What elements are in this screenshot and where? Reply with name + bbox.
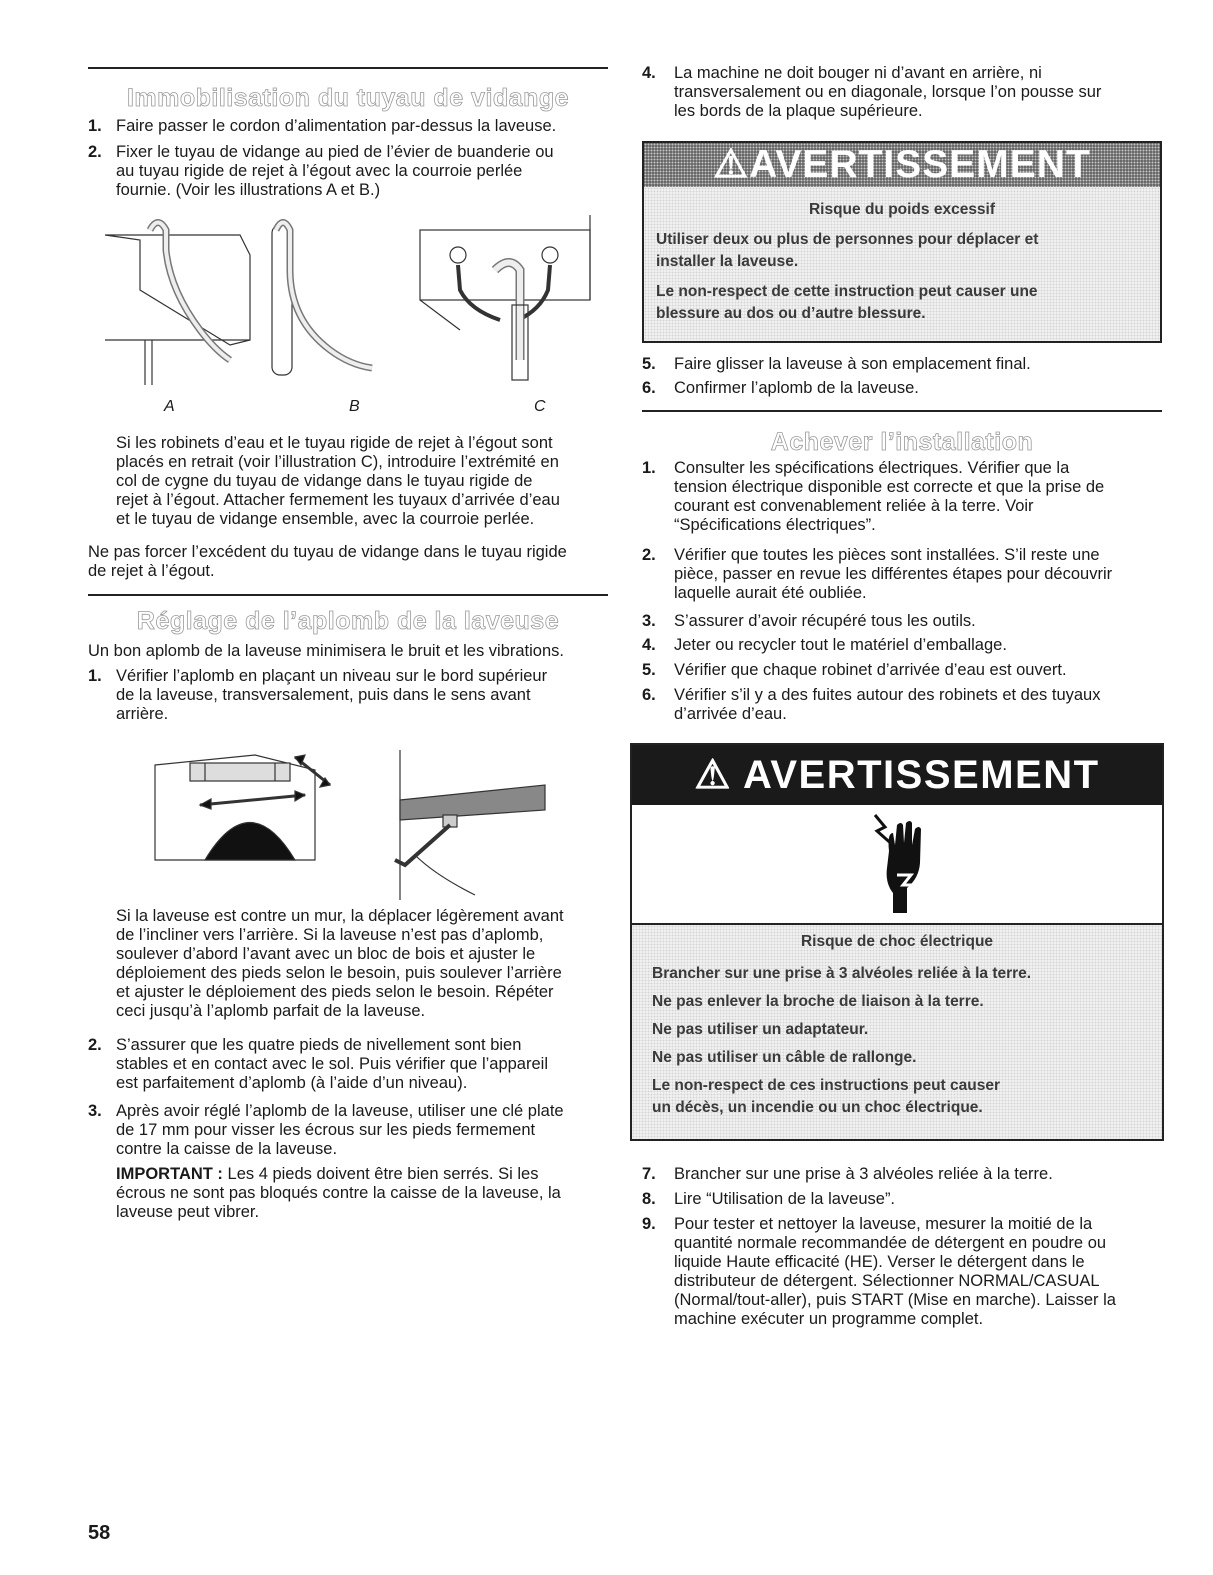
warning-title: Risque du poids excessif [808,201,996,218]
page-number: 58 [88,1522,111,1544]
list-item: 5. Vérifier que chaque robinet d’arrivée d’eau est ouvert. [642,661,1067,679]
warning-title: Risque de choc électrique [800,933,994,950]
warning-body: Risque du poids excessif Utiliser deux ou plus de personnes pour déplacer et installer la laveuse. Le non-respect de cette instruction peut causer une blessure au dos ou d’autre blessure. [644,187,1160,341]
list-item: 6. Confirmer l’aplomb de la laveuse. [642,379,919,397]
section-title-drain-hose: Immobilisation du tuyau de vidange [126,84,570,112]
warning-heading: ⚠ AVERTISSEMENT [632,745,1162,805]
paragraph: Si la laveuse est contre un mur, la déplacer légèrement avant de l’incliner vers l’arrière. Si la laveuse n’est pas d’aplomb, soulever d’abord l’avant avec un bloc de bois et ajuster le déploiement des pieds selon le besoin, puis soulever l’arrière et ajuster le déploiement des pieds selon le besoin. Répéter ceci jusqu’à l’aplomb parfait de la laveuse. [116,907,564,1020]
electric-shock-hand-icon [867,813,937,918]
warning-heading: ⚠AVERTISSEMENT [644,143,1160,187]
paragraph: Ne pas forcer l’excédent du tuyau de vidange dans le tuyau rigide de rejet à l’égout. [88,543,567,580]
section-title-leveling: Réglage de l’aplomb de la laveuse [136,607,560,635]
important-label: IMPORTANT : [116,1165,223,1183]
figure-label-b: B [349,398,360,415]
figure-label-c: C [534,398,546,415]
list-item: 2. Fixer le tuyau de vidange au pied de l’évier de buanderie ou au tuyau rigide de rejet à l’égout avec la courroie perlée fournie. (Voir les illustrations A et B.) [88,143,554,199]
list-item: 3. S’assurer d’avoir récupéré tous les outils. [642,612,976,630]
important-note: IMPORTANT : Les 4 pieds doivent être bien serrés. Si les écrous ne sont pas bloqués contre la caisse de la laveuse, la laveuse peut vibrer. [116,1165,561,1221]
list-item: 1. Vérifier l’aplomb en plaçant un niveau sur le bord supérieur de la laveuse, transversalement, puis dans le sens avant arrière. [88,667,548,723]
list-item: 5. Faire glisser la laveuse à son emplacement final. [642,355,1031,373]
warning-box-electric [630,743,1164,1141]
list-item: 1. Consulter les spécifications électriques. Vérifier que la tension électrique disponible est correcte et que la prise de courant est convenablement reliée à la terre. Voir “Spécifications électriques”. [642,459,1105,534]
figure-label-a: A [164,398,175,415]
section-title-finish-install: Achever l’installation [770,428,1034,456]
list-item: 4. La machine ne doit bouger ni d’avant en arrière, ni transversalement ou en diagonale, lorsque l’on pousse sur les bords de la plaque supérieure. [642,64,1102,120]
list-item: 1. Faire passer le cordon d’alimentation par-dessus la laveuse. [88,117,557,135]
paragraph: Un bon aplomb de la laveuse minimisera le bruit et les vibrations. [88,642,564,660]
warning-body: Risque de choc électrique Brancher sur une prise à 3 alvéoles reliée à la terre. Ne pas enlever la broche de liaison à la terre. Ne pas utiliser un adaptateur. Ne pas utiliser un câble de rallonge. Le non-respect de ces instructions peut causer un décès, un incendie ou un choc électrique. [632,925,1162,1139]
warning-box-weight [642,141,1162,343]
list-item: 4. Jeter ou recycler tout le matériel d’emballage. [642,636,1007,654]
list-item: 8. Lire “Utilisation de la laveuse”. [642,1190,896,1208]
section-rule [642,410,1162,412]
list-item: 7. Brancher sur une prise à 3 alvéoles reliée à la terre. [642,1165,1053,1183]
section-rule [88,67,608,69]
list-item: 2. S’assurer que les quatre pieds de nivellement sont bien stables et en contact avec le sol. Puis vérifier que l’appareil est parfaitement d’aplomb (à l’aide d’un niveau). [88,1036,548,1092]
list-item: 6. Vérifier s’il y a des fuites autour des robinets et des tuyaux d’arrivée d’eau. [642,686,1101,723]
list-item: 2. Vérifier que toutes les pièces sont installées. S’il reste une pièce, passer en revue les différentes étapes pour découvrir laquelle aurait été oubliée. [642,546,1113,602]
leveling-illustration [145,745,555,900]
drain-hose-illustrations [100,210,610,390]
paragraph: Si les robinets d’eau et le tuyau rigide de rejet à l’égout sont placés en retrait (voir l’illustration C), introduire l’extrémité en col de cygne du tuyau de vidange dans le tuyau rigide de rejet à l’égout. Attacher fermement les tuyaux d’arrivée d’eau et le tuyau de vidange ensemble, avec la courroie perlée. [116,434,560,528]
section-rule [88,594,608,596]
list-item: 3. Après avoir réglé l’aplomb de la laveuse, utiliser une clé plate de 17 mm pour visser les écrous sur les pieds fermement contre la caisse de la laveuse. [88,1102,564,1158]
list-item: 9. Pour tester et nettoyer la laveuse, mesurer la moitié de la quantité normale recommandée de détergent en poudre ou liquide Haute efficacité (HE). Verser le détergent dans le distributeur de détergent. Sélectionner NORMAL/CASUAL (Normal/tout-aller), puis START (Mise en marche). Laisser la machine exécuter un programme complet. [642,1215,1116,1328]
